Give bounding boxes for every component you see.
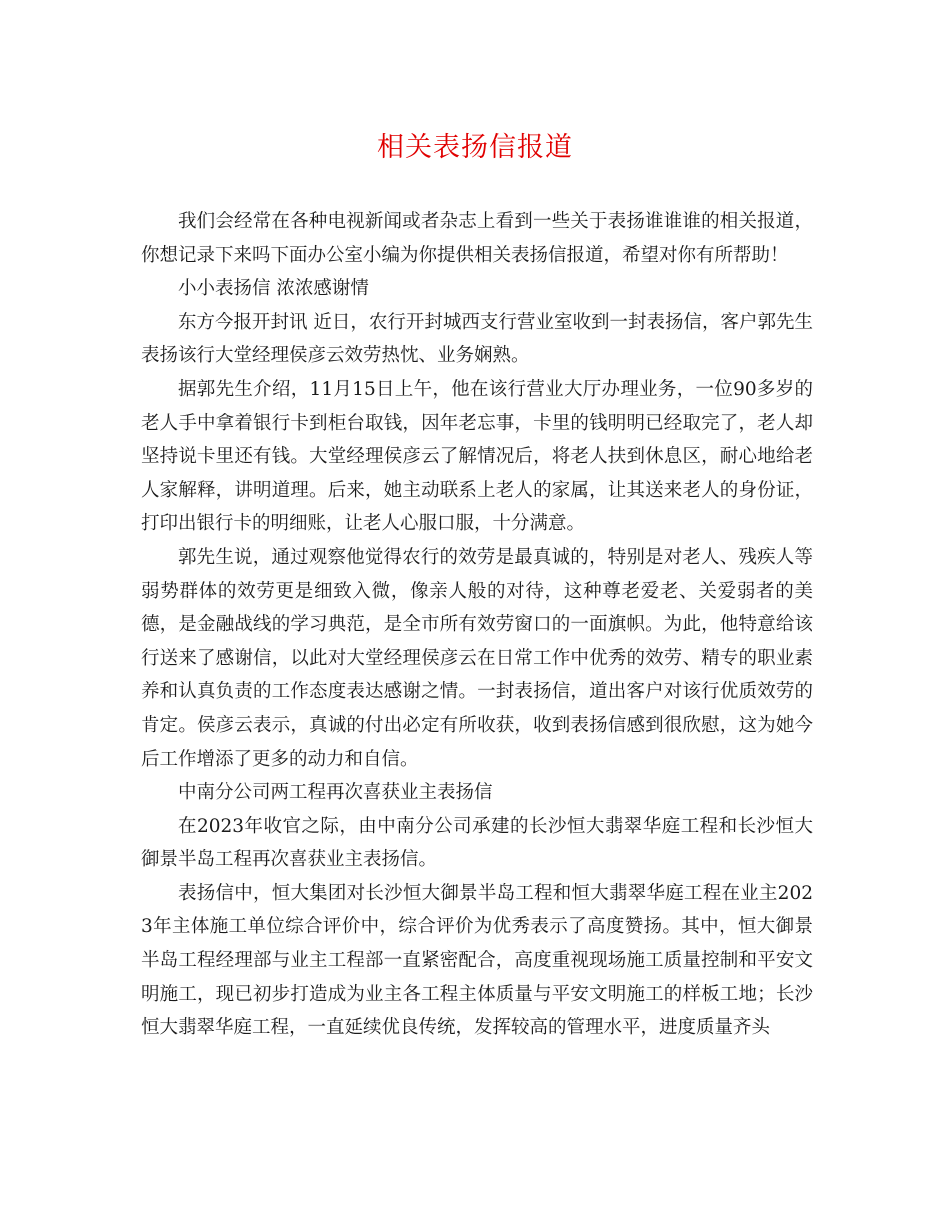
paragraph: 郭先生说，通过观察他觉得农行的效劳是最真诚的，特别是对老人、残疾人等弱势群体的效劳更是细致入微，像亲人般的对待，这种尊老爱老、关爱弱者的美德，是金融战线的学习典范，是全市所有效劳窗口的一面旗帜。为此，他特意给该行送来了感谢信，以此对大堂经理侯彦云在日常工作中优秀的效劳、精专的职业素养和认真负责的工作态度表达感谢之情。一封表扬信，道出客户对该行优质效劳的肯定。侯彦云表示，真诚的付出必定有所收获，收到表扬信感到很欣慰，这为她今后工作增添了更多的动力和自信。 [141, 546, 813, 770]
paragraph-intro: 我们会经常在各种电视新闻或者杂志上看到一些关于表扬谁谁谁的相关报道，你想记录下来吗下面办公室小编为你提供相关表扬信报道，希望对你有所帮助！ [141, 211, 813, 266]
paragraph: 东方今报开封讯 近日，农行开封城西支行营业室收到一封表扬信，客户郭先生表扬该行大堂经理侯彦云效劳热忱、业务娴熟。 [141, 311, 813, 367]
paragraph: 表扬信中，恒大集团对长沙恒大御景半岛工程和恒大翡翠华庭工程在业主2023年主体施工单位综合评价中，综合评价为优秀表示了高度赞扬。其中，恒大御景半岛工程经理部与业主工程部一直紧密配合，高度重视现场施工质量控制和平安文明施工，现已初步打造成为业主各工程主体质量与平安文明施工的样板工地；长沙恒大翡翠华庭工程，一直延续优良传统，发挥较高的管理水平，进度质量齐头 [141, 882, 813, 1039]
document-title: 相关表扬信报道 [377, 132, 573, 163]
section-heading-2: 中南分公司两工程再次喜获业主表扬信 [178, 782, 493, 804]
section-heading-1: 小小表扬信 浓浓感谢情 [178, 278, 369, 300]
paragraph: 据郭先生介绍，11月15日上午，他在该行营业大厅办理业务，一位90多岁的老人手中拿着银行卡到柜台取钱，因年老忘事，卡里的钱明明已经取完了，老人却坚持说卡里还有钱。大堂经理侯彦云了解情况后，将老人扶到休息区，耐心地给老人家解释，讲明道理。后来，她主动联系上老人的家属，让其送来老人的身份证，打印出银行卡的明细账，让老人心服口服，十分满意。 [141, 378, 813, 535]
document-body [141, 205, 813, 1045]
paragraph: 在2023年收官之际，由中南分公司承建的长沙恒大翡翠华庭工程和长沙恒大御景半岛工程再次喜获业主表扬信。 [141, 815, 813, 871]
